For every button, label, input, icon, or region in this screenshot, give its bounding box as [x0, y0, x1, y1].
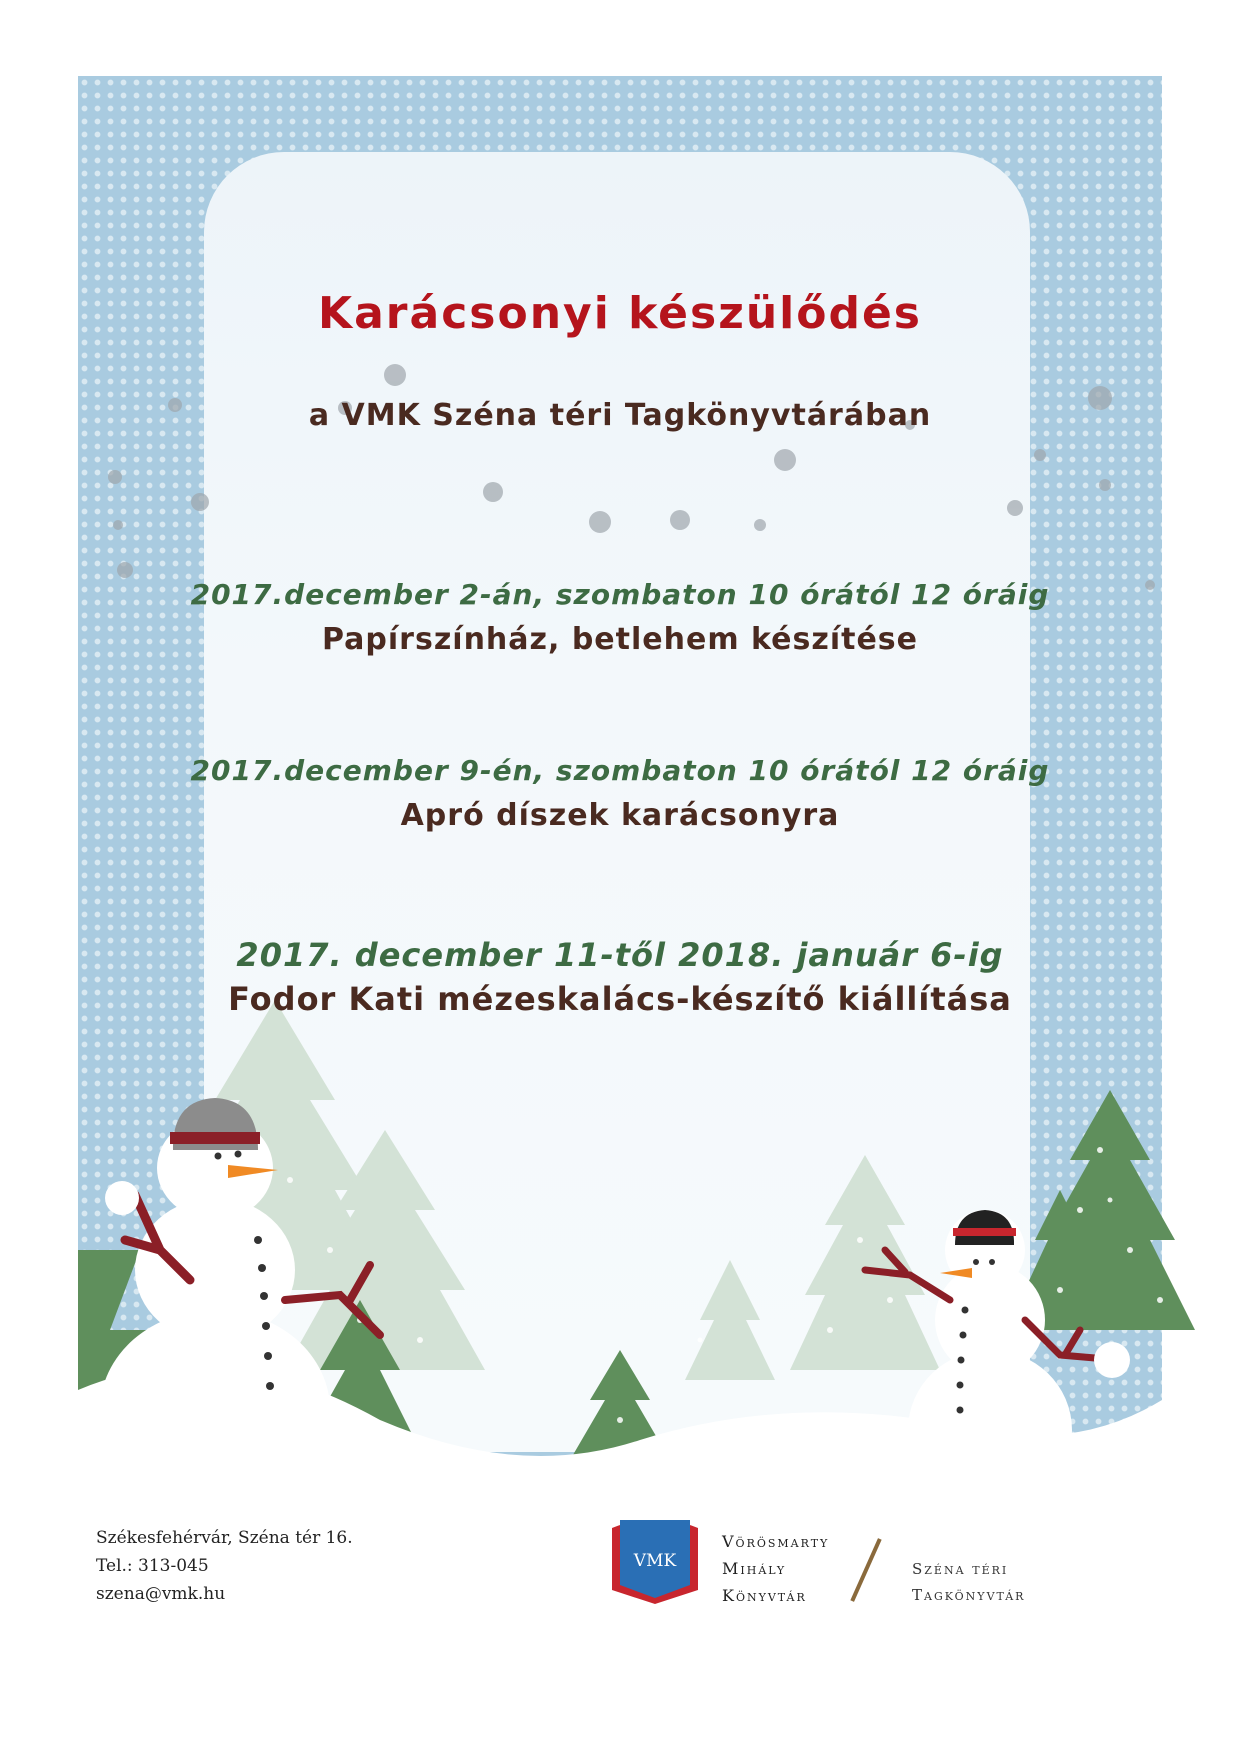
library-name	[722, 1528, 829, 1609]
vmk-logo-icon	[612, 1520, 698, 1604]
poster-title: Karácsonyi készülődés	[318, 288, 922, 339]
email: szena@vmk.hu	[96, 1584, 226, 1604]
event-date: 2017.december 9-én, szombaton 10 órától 12 óráig	[190, 754, 1050, 787]
event-name: Apró díszek karácsonyra	[400, 798, 840, 833]
event-name: Papírszínház, betlehem készítése	[321, 622, 919, 657]
pale-trees	[160, 1000, 940, 1380]
address: Székesfehérvár, Széna tér 16.	[96, 1528, 353, 1548]
branch-name	[912, 1556, 1025, 1608]
phone: Tel.: 313-045	[96, 1556, 209, 1576]
library-name-line: Könyvtár	[722, 1586, 807, 1605]
poster-subtitle: a VMK Széna téri Tagkönyvtárában	[308, 398, 932, 433]
event-name: Fodor Kati mézeskalács-készítő kiállítása	[228, 980, 1012, 1018]
logo-monogram: VMK	[633, 1551, 677, 1571]
event-date: 2017.december 2-án, szombaton 10 órától 12 óráig	[190, 578, 1050, 611]
event-date: 2017. december 11-től 2018. január 6-ig	[236, 936, 1004, 974]
library-name-line: Vörösmarty	[722, 1532, 830, 1551]
branch-name-line: Tagkönyvtár	[912, 1586, 1026, 1604]
branch-name-line: Széna téri	[912, 1560, 1009, 1578]
library-name-line: Mihály	[722, 1559, 787, 1578]
contact-info	[96, 1524, 353, 1608]
